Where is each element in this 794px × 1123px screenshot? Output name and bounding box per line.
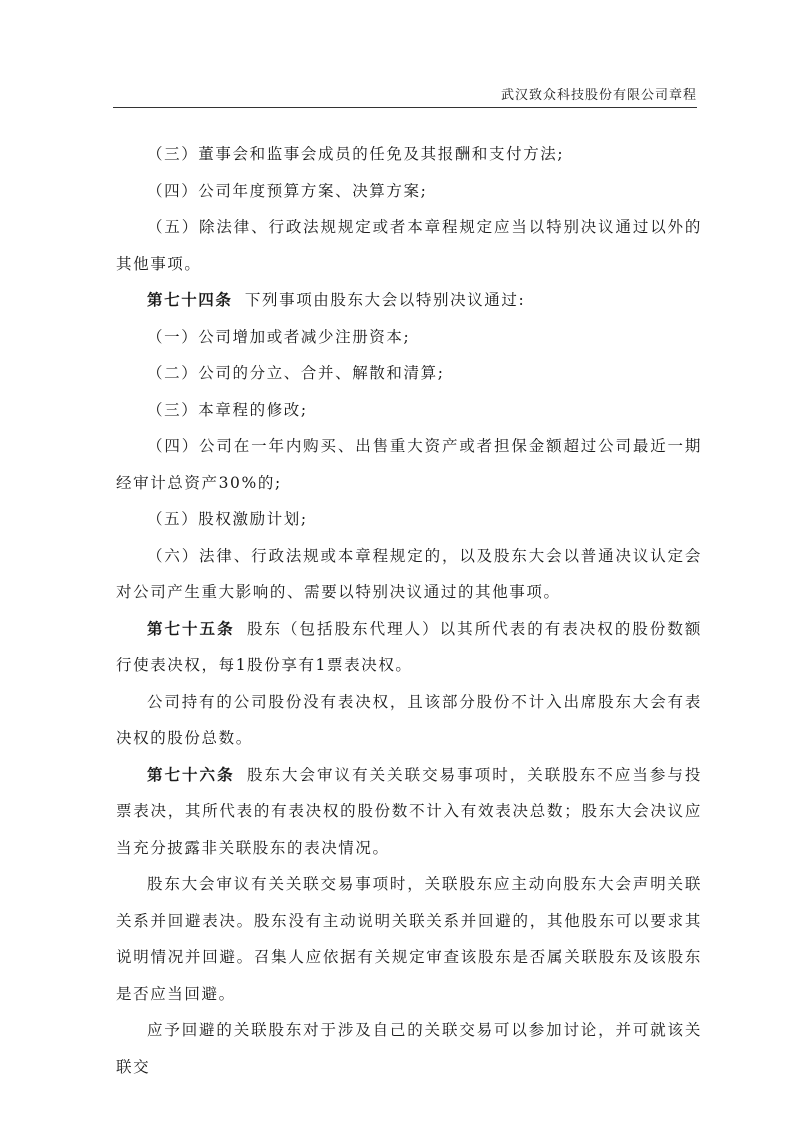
- paragraph: 应予回避的关联股东对于涉及自己的关联交易可以参加讨论，并可就该关联交: [116, 1021, 702, 1076]
- paragraph: （三）本章程的修改;: [147, 400, 308, 419]
- paragraph: （四）公司在一年内购买、出售重大资产或者担保金额超过公司最近一期经审计总资产30%的;: [116, 437, 702, 492]
- article-paragraph: 第七十四条 下列事项由股东大会以特别决议通过:: [147, 290, 526, 309]
- article-number: 第七十四条: [147, 290, 233, 309]
- document-body: [116, 136, 702, 1085]
- page-header: [113, 84, 697, 108]
- header-title: 武汉致众科技股份有限公司章程: [500, 88, 697, 103]
- article-paragraph: 第七十五条 股东（包括股东代理人）以其所代表的有表决权的股份数额行使表决权，每1股份享有1票表决权。: [116, 618, 702, 674]
- paragraph: 公司持有的公司股份没有表决权，且该部分股份不计入出席股东大会有表决权的股份总数。: [116, 692, 702, 747]
- paragraph: （一）公司增加或者减少注册资本;: [147, 327, 411, 346]
- paragraph: （五）股权激励计划;: [147, 510, 308, 528]
- paragraph: （二）公司的分立、合并、解散和清算;: [147, 364, 445, 382]
- article-number: 第七十六条: [147, 764, 235, 784]
- paragraph: （六）法律、行政法规或本章程规定的，以及股东大会以普通决议认定会对公司产生重大影响的、需要以特别决议通过的其他事项。: [116, 546, 702, 601]
- paragraph: （四）公司年度预算方案、决算方案;: [147, 181, 428, 200]
- article-paragraph: 第七十六条 股东大会审议有关关联交易事项时，关联股东不应当参与投票表决，其所代表的有表决权的股份数不计入有效表决总数；股东大会决议应当充分披露非关联股东的表决情况。: [116, 764, 702, 857]
- article-number: 第七十五条: [147, 618, 235, 638]
- paragraph: 股东大会审议有关关联交易事项时，关联股东应主动向股东大会声明关联关系并回避表决。股东没有主动说明关联关系并回避的，其他股东可以要求其说明情况并回避。召集人应依据有关规定审查该股东是否属关联股东及该股东是否应当回避。: [116, 875, 702, 1003]
- paragraph: （五）除法律、行政法规规定或者本章程规定应当以特别决议通过以外的其他事项。: [116, 218, 702, 273]
- paragraph: （三）董事会和监事会成员的任免及其报酬和支付方法;: [147, 145, 565, 163]
